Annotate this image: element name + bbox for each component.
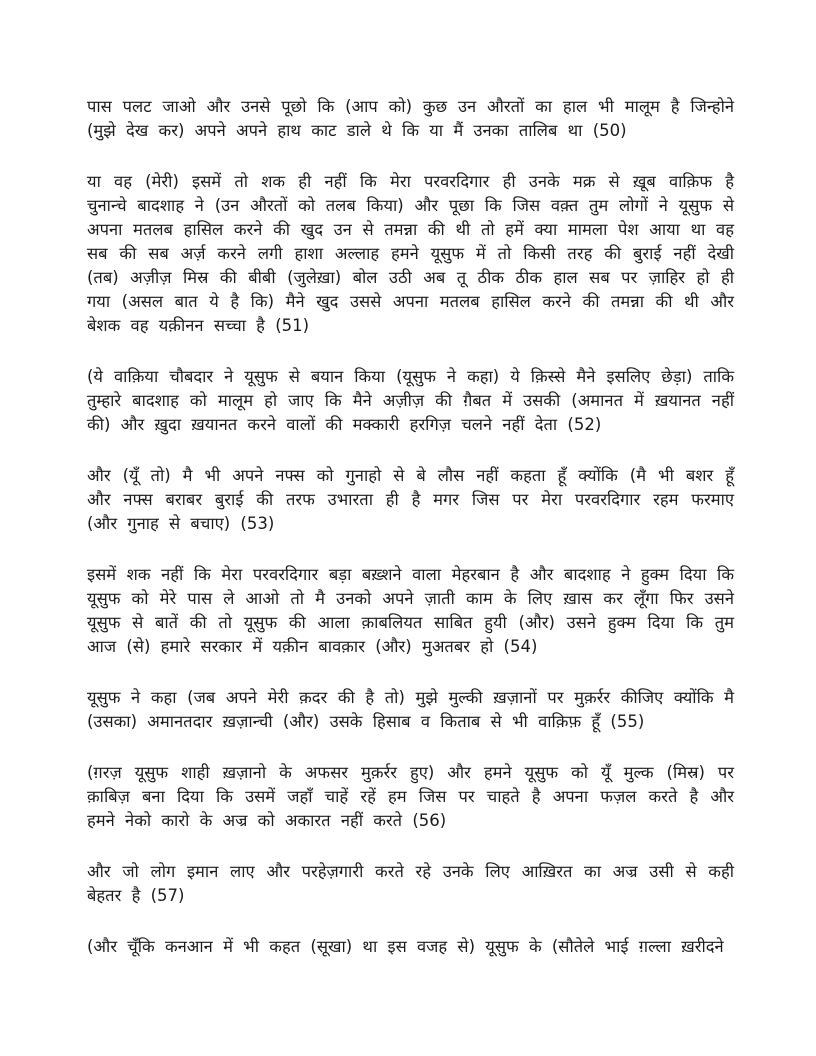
verse-paragraph-56: (ग़रज़ यूसुफ शाही ख़ज़ानो के अफसर मुक़र्रर हुए) और हमने यूसुफ को यूँ मुल्क (मिस्र) पर क़ाबिज़ बना दिया कि उसमें जहाँ चाहें रहें हम जिस पर चाहते है अपना फज़ल करते है और हमने नेको कारो के अज्र को अकारत नहीं करते (56): [87, 763, 734, 830]
verse-paragraph-50: पास पलट जाओ और उनसे पूछो कि (आप को) कुछ उन औरतों का हाल भी मालूम है जिन्होने (मुझे देख कर) अपने अपने हाथ काट डाले थे कि या मैं उनका तालिब था (50): [87, 97, 734, 140]
verse-paragraph-52: (ये वाक़िया चौबदार ने यूसुफ से बयान किया (यूसुफ ने कहा) ये क़िस्से मैने इसलिए छेड़ा) ताकि तुम्हारे बादशाह को मालूम हो जाए कि मैने अज़ीज़ की ग़ैबत में उसकी (अमानत में ख़यानत नहीं की) और ख़ुदा ख़यानत करने वालों की मक्कारी हरगिज़ चलने नहीं देता (52): [87, 367, 734, 434]
verse-paragraph-58-partial: (और चूँकि कनआन में भी कहत (सूखा) था इस वजह से) यूसुफ के (सौतेले भाई ग़ल्ला ख़रीदने: [87, 937, 724, 956]
verse-paragraph-55: यूसुफ ने कहा (जब अपने मेरी क़दर की है तो) मुझे मुल्की ख़ज़ानों पर मुक़र्रर कीजिए क्योंकि मै (उसका) अमानतदार ख़ज़ान्ची (और) उसके हिसाब व किताब से भी वाक़िफ़ हूँ (55): [87, 688, 734, 731]
verse-paragraph-57: और जो लोग इमान लाए और परहेज़गारी करते रहे उनके लिए आख़िरत का अज्र उसी से कही बेहतर है (57): [87, 862, 734, 905]
verse-paragraph-53: और (यूँ तो) मै भी अपने नफ्स को गुनाहो से बे लौस नहीं कहता हूँ क्योंकि (मै भी बशर हूँ और नफ्स बराबर बुराई की तरफ उभारता ही है मगर जिस पर मेरा परवरदिगार रहम फरमाए (और गुनाह से बचाए) (53): [87, 466, 734, 533]
verse-paragraph-54: इसमें शक नहीं कि मेरा परवरदिगार बड़ा बख़्शने वाला मेहरबान है और बादशाह ने हुक्म दिया कि यूसुफ को मेरे पास ले आओ तो मै उनको अपने ज़ाती काम के लिए ख़ास कर लूँगा फिर उसने यूसुफ से बातें की तो यूसुफ की आला क़ाबलियत साबित हुयी (और) उसने हुक्म दिया कि तुम आज (से) हमारे सरकार में यक़ीन बावक़ार (और) मुअतबर हो (54): [87, 565, 734, 656]
verse-paragraph-51: या वह (मेरी) इसमें तो शक ही नहीं कि मेरा परवरदिगार ही उनके मक्र से ख़ूब वाक़िफ है चुनान्चे बादशाह ने (उन औरतों को तलब किया) और पूछा कि जिस वक़्त तुम लोगों ने यूसुफ से अपना मतलब हासिल करने की खुद उन से तमन्ना की थी तो हमें क्या मामला पेश आया था वह सब की सब अर्ज़ करने लगी हाशा अल्लाह हमने यूसुफ में तो किसी तरह की बुराई नहीं देखी (तब) अज़ीज़ मिस्र की बीबी (जुलेख़ा) बोल उठी अब तू ठीक ठीक हाल सब पर ज़ाहिर हो ही गया (असल बात ये है कि) मैने खुद उससे अपना मतलब हासिल करने की तमन्ना की थी और बेशक वह यक़ीनन सच्चा है (51): [87, 172, 734, 335]
verse-text-block: [87, 95, 734, 959]
